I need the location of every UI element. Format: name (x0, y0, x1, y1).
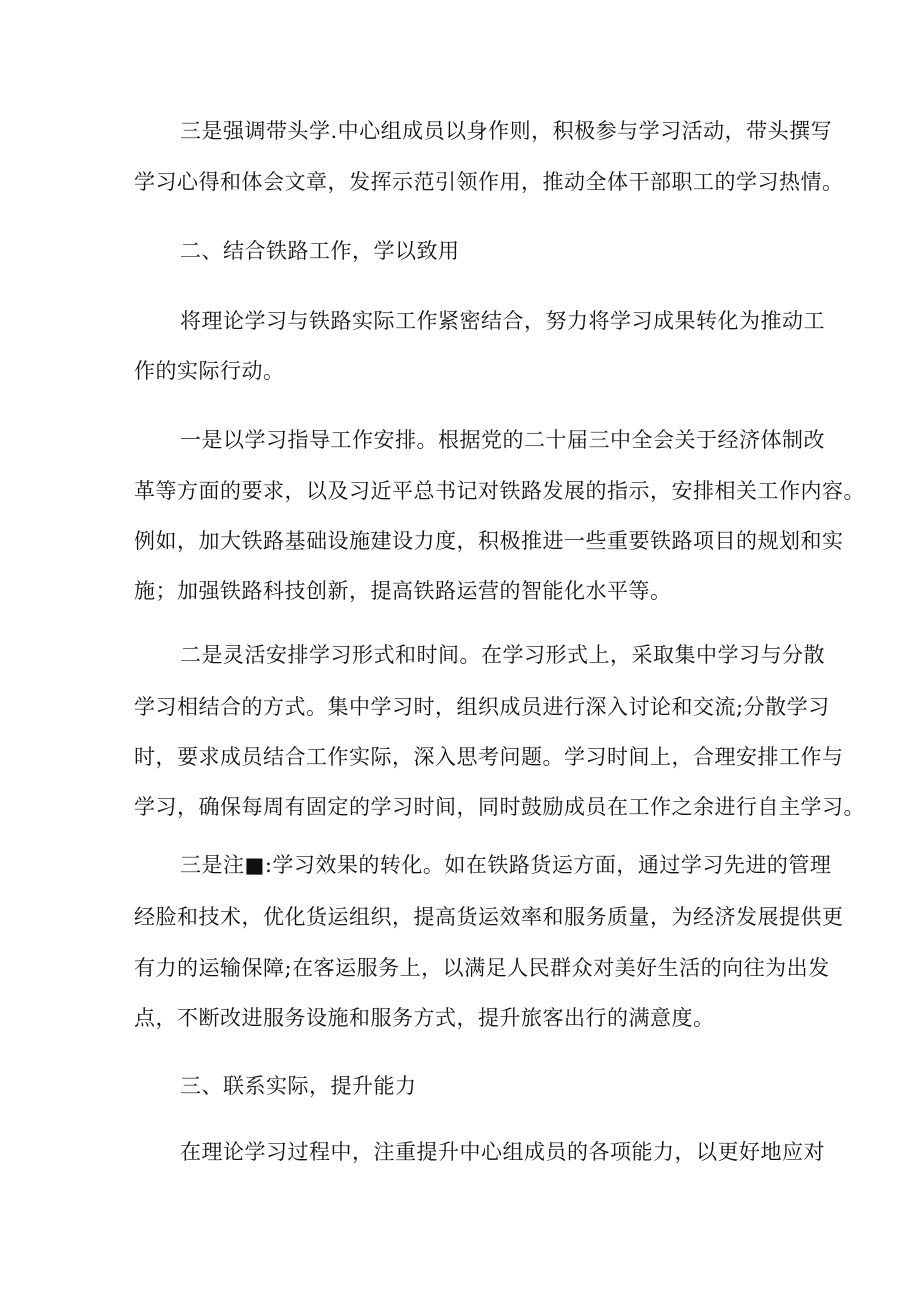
paragraph-1-line-1: 三是强调带头学.中心组成员以身作则，积极参与学习活动，带头撰写 (180, 119, 833, 143)
paragraph-3-line-2: 作的实际行动。 (134, 359, 285, 383)
paragraph-5-line-1: 二是灵活安排学习形式和时间。在学习形式上，采取集中学习与分散 (180, 643, 825, 667)
paragraph-5-line-4: 学习，确保每周有固定的学习时间，同时鼓励成员在工作之余进行自主学习。 (134, 795, 865, 819)
paragraph-6-line-4: 点，不断改进服务设施和服务方式，提升旅客出行的满意度。 (134, 1006, 715, 1030)
section-heading-3: 三、联系实际，提升能力 (180, 1074, 417, 1098)
paragraph-4-line-3: 例如，加大铁路基础设施建设力度，积极推进一些重要铁路项目的规划和实 (134, 529, 844, 553)
paragraph-5-line-2: 学习相结合的方式。集中学习时，组织成员进行深入讨论和交流;分散学习 (134, 695, 830, 719)
paragraph-4-line-2: 革等方面的要求，以及习近平总书记对铁路发展的指示，安排相关工作内容。 (134, 479, 865, 503)
paragraph-3-line-1: 将理论学习与铁路实际工作紧密结合，努力将学习成果转化为推动工 (180, 309, 825, 333)
paragraph-1-line-2: 学习心得和体会文章，发挥示范引领作用，推动全体干部职工的学习热情。 (134, 170, 844, 194)
paragraph-6-line-1: 三是注■:学习效果的转化。如在铁路货运方面，通过学习先进的管理 (180, 853, 832, 877)
paragraph-6-line-2: 经脸和技术，优化货运组织，提高货运效率和服务质量，为经济发展提供更 (134, 905, 844, 929)
section-heading-2: 二、结合铁路工作，学以致用 (180, 239, 460, 263)
paragraph-6-line-3: 有力的运输保障;在客运服务上，以满足人民群众对美好生活的向往为出发 (134, 956, 830, 980)
paragraph-4-line-4: 施；加强铁路科技创新，提高铁路运营的智能化水平等。 (134, 579, 672, 603)
paragraph-5-line-3: 时，要求成员结合工作实际，深入思考问题。学习时间上，合理安排工作与 (134, 745, 844, 769)
paragraph-8-line-1: 在理论学习过程中，注重提升中心组成员的各项能力，以更好地应对 (180, 1140, 825, 1164)
paragraph-4-line-1: 一是以学习指导工作安排。根据党的二十届三中全会关于经济体制改 (180, 428, 825, 452)
